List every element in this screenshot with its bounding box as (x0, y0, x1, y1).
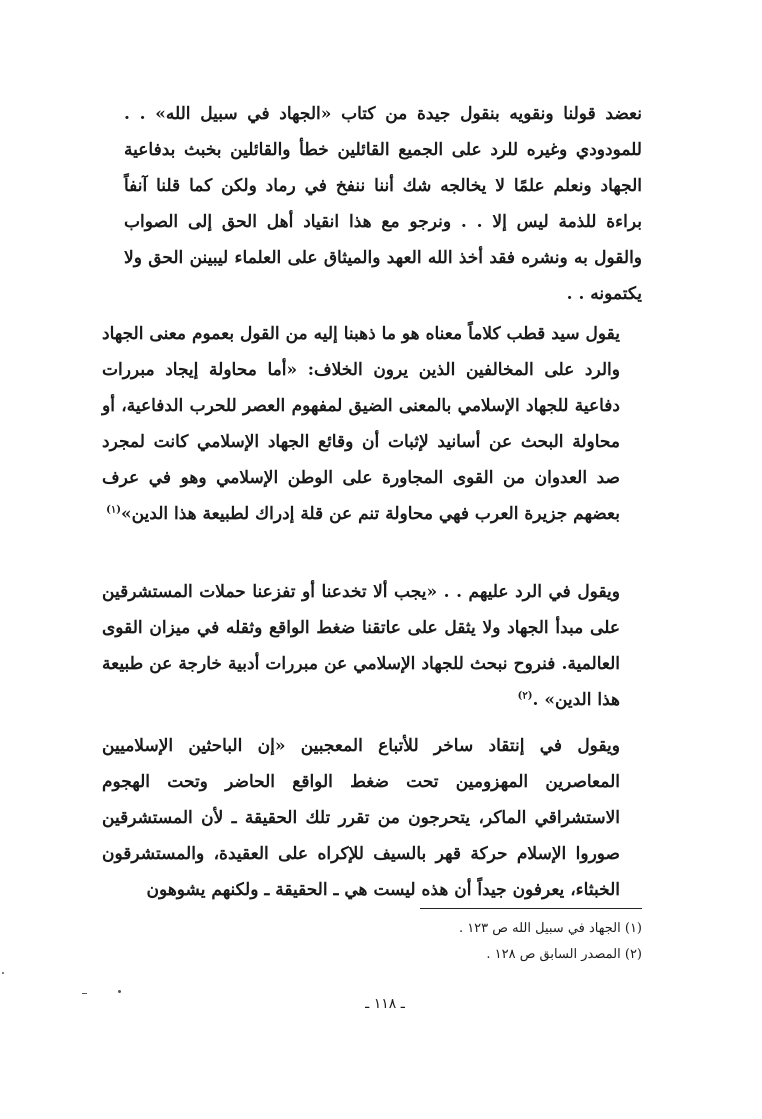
paragraph-3-text: ويقول في الرد عليهم . . «يجب ألا تخدعنا أو تفزعنا حملات المستشرقين على مبدأ الجهاد ولا يثقل على عاتقنا ضغط الواقع وثقله في ميزان القوى العالمية. فنروح نبحث للجهاد الإسلامي عن مبررات أدبية خارجة عن طبيعة هذا الدين» . (102, 582, 620, 710)
paragraph-1-text: نعضد قولنا ونقويه بنقول جيدة من كتاب «الجهاد في سبيل الله» . . للمودودي وغيره للرد على الجميع القائلين خطأ والقائلين بخبث بدفاعية الجهاد ونعلم علمًا لا يخالجه شك أننا ننفخ في رماد ولكن كما قلنا آنفاً براءة للذمة ليس إلا . . ونرجو مع هذا انقياد أهل الحق إلى الصواب والقول به ونشره فقد أخذ الله العهد والميثاق على العلماء ليبينن الحق ولا يكتمونه . . (124, 104, 642, 304)
footnotes (124, 916, 642, 968)
scan-speck (118, 990, 121, 993)
paragraph-4 (102, 728, 642, 908)
paragraph-3 (102, 574, 642, 718)
footnote-divider (420, 908, 642, 909)
paragraph-2 (102, 316, 642, 532)
footnote-2: (٢) المصدر السابق ص ١٢٨ . (486, 947, 642, 962)
scan-speck (82, 993, 87, 994)
scan-speck (2, 972, 4, 974)
footnote-ref-2: (٢) (517, 690, 533, 702)
paragraph-2-text: يقول سيد قطب كلاماً معناه هو ما ذهبنا إليه من القول بعموم معنى الجهاد والرد على المخالفين الذين يرون الخلاف: «أما محاولة إيجاد مبررات دفاعية للجهاد الإسلامي بالمعنى الضيق لمفهوم العصر للحرب الدفاعية، أو محاولة البحث عن أسانيد لإثبات أن وقائع الجهاد الإسلامي كانت لمجرد صد العدوان من القوى المجاورة على الوطن الإسلامي وهو في عرف بعضهم جزيرة العرب فهي محاولة تنم عن قلة إدراك لطبيعة هذا الدين» (102, 324, 620, 524)
page-number: ـ ١١٨ ـ (365, 996, 405, 1012)
paragraph-4-text: ويقول في إنتقاد ساخر للأتباع المعجبين «إن الباحثين الإسلاميين المعاصرين المهزومين تحت ضغط الواقع الحاضر وتحت الهجوم الاستشراقي الماكر، يتحرجون من تقرر تلك الحقيقة ـ لأن المستشرقين صوروا الإسلام حركة قهر بالسيف للإكراه على العقيدة، والمستشرقون الخبثاء، يعرفون جيداً أن هذه ليست هي ـ الحقيقة ـ ولكنهم يشوهون (102, 736, 620, 900)
footnote-ref-1: (١) (106, 504, 121, 516)
footnote-1: (١) الجهاد في سبيل الله ص ١٢٣ . (458, 921, 642, 936)
paragraph-1 (124, 96, 642, 312)
